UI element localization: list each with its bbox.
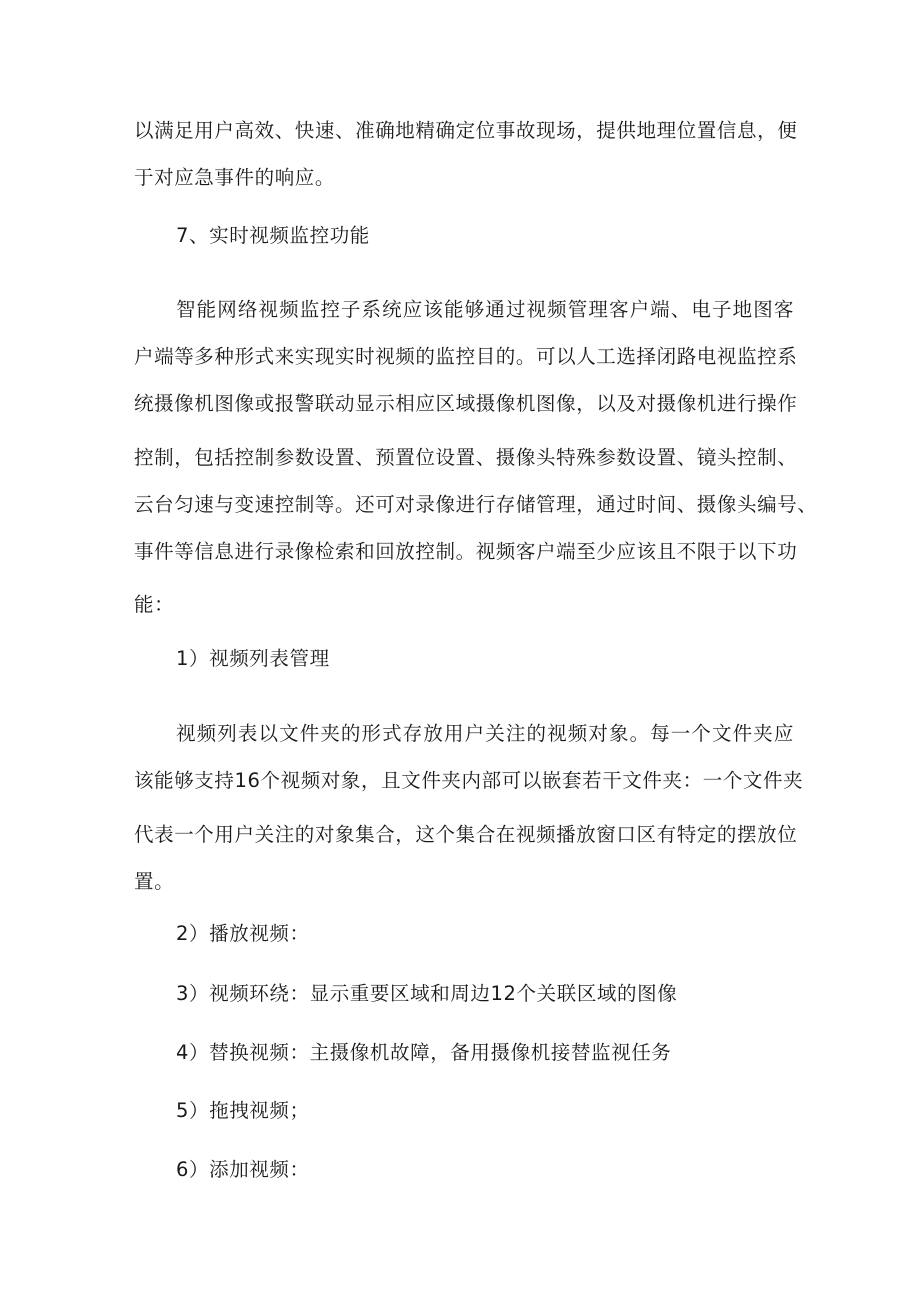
list-item-2: 2）播放视频： (176, 922, 310, 945)
paragraph-realtime-line-7: 能： (134, 593, 175, 616)
paragraph-realtime-line-2: 户端等多种形式来实现实时视频的监控目的。可以人工选择闭路电视监控系 (134, 345, 798, 368)
list-item-3: 3）视频环绕：显示重要区域和周边12个关联区域的图像 (176, 982, 678, 1005)
list-item-5: 5）拖拽视频； (176, 1099, 310, 1122)
paragraph-list-line-2: 该能够支持16个视频对象，且文件夹内部可以嵌套若干文件夹：一个文件夹 (134, 769, 804, 792)
section-heading-7: 7、实时视频监控功能 (176, 224, 370, 247)
paragraph-realtime-line-3: 统摄像机图像或报警联动显示相应区域摄像机图像，以及对摄像机进行操作 (134, 392, 798, 415)
paragraph-list-line-1: 视频列表以文件夹的形式存放用户关注的视频对象。每一个文件夹应 (176, 722, 794, 745)
paragraph-list-line-4: 置。 (134, 870, 175, 893)
list-item-6: 6）添加视频： (176, 1158, 310, 1181)
paragraph-list-line-3: 代表一个用户关注的对象集合，这个集合在视频播放窗口区有特定的摆放位 (134, 823, 798, 846)
paragraph-realtime-line-6: 事件等信息进行录像检索和回放控制。视频客户端至少应该且不限于以下功 (134, 540, 798, 563)
paragraph-intro-line-1: 以满足用户高效、快速、准确地精确定位事故现场，提供地理位置信息，便 (134, 119, 798, 142)
paragraph-realtime-line-4: 控制，包括控制参数设置、预置位设置、摄像头特殊参数设置、镜头控制、 (134, 446, 798, 469)
list-item-4: 4）替换视频：主摄像机故障，备用摄像机接替监视任务 (176, 1041, 672, 1064)
paragraph-realtime-line-1: 智能网络视频监控子系统应该能够通过视频管理客户端、电子地图客 (176, 298, 794, 321)
list-item-1: 1）视频列表管理 (176, 647, 330, 670)
paragraph-realtime-line-5: 云台匀速与变速控制等。还可对录像进行存储管理，通过时间、摄像头编号、 (134, 493, 818, 516)
paragraph-intro-line-2: 于对应急事件的响应。 (134, 166, 336, 189)
